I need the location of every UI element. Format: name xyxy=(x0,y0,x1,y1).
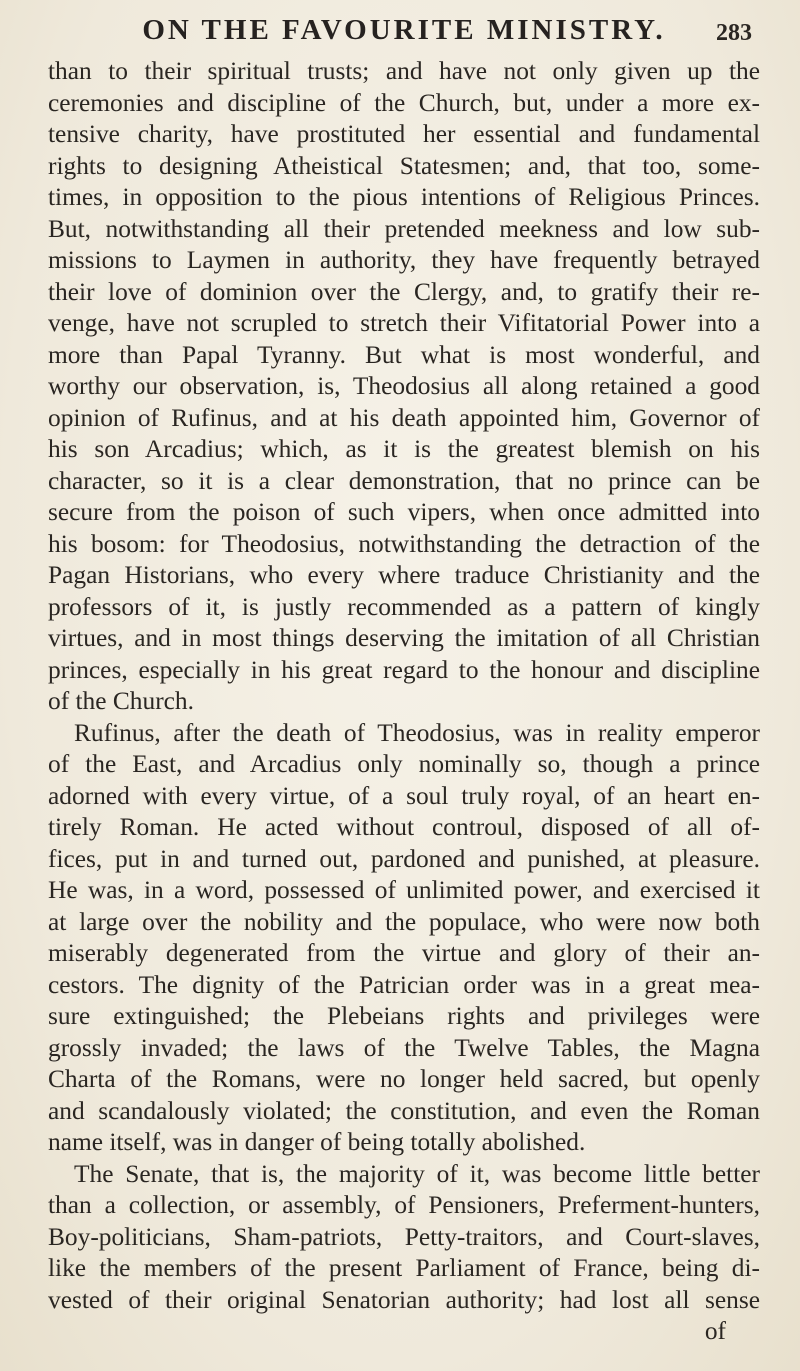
text-line: miserably degenerated from the virtue and glory of their an- xyxy=(48,939,760,967)
text-line: missions to Laymen in authority, they have frequently betrayed xyxy=(48,246,760,274)
text-line: grossly invaded; the laws of the Twelve Tables, the Magna xyxy=(48,1033,760,1062)
page-number: 283 xyxy=(716,20,752,46)
text-line: secure from the poison of such vipers, when once admitted into xyxy=(48,498,760,526)
text-line: times, in opposition to the pious intentions of Religious Princes. xyxy=(48,183,760,211)
catchword: of xyxy=(704,1317,726,1345)
text-line: sure extinguished; the Plebeians rights and privileges were xyxy=(48,1002,760,1030)
text-line: opinion of Rufinus, and at his death appointed him, Governor of xyxy=(48,403,760,432)
text-line: rights to designing Atheistical Statesmen; and, that too, some- xyxy=(48,151,760,180)
text-line: venge, have not scrupled to stretch their Vifitatorial Power into a xyxy=(48,309,760,337)
text-line: He was, in a word, possessed of unlimited power, and exercised it xyxy=(48,876,760,904)
text-line: more than Papal Tyranny. But what is most wonderful, and xyxy=(48,340,760,369)
text-line: tirely Roman. He acted without controul, disposed of all of- xyxy=(48,813,760,841)
text-line: Pagan Historians, who every where traduce Christianity and the xyxy=(48,561,760,589)
text-line: his bosom: for Theodosius, notwithstanding the detraction of the xyxy=(48,529,760,558)
text-line: character, so it is a clear demonstration, that no prince can be xyxy=(48,466,760,495)
text-line: tensive charity, have prostituted her essential and fundamental xyxy=(48,120,760,148)
text-line: than a collection, or assembly, of Pensioners, Preferment-hunters, xyxy=(48,1191,760,1219)
text-line: professors of it, is justly recommended as a pattern of kingly xyxy=(48,592,760,621)
text-line: than to their spiritual trusts; and have not only given up the xyxy=(48,57,760,85)
text-line: like the members of the present Parliament of France, being di- xyxy=(48,1254,760,1282)
text-line: vested of their original Senatorian authority; had lost all sense xyxy=(48,1285,760,1314)
text-line: Rufinus, after the death of Theodosius, was in reality emperor xyxy=(74,718,760,747)
text-line: Charta of the Romans, were no longer held sacred, but openly xyxy=(48,1065,760,1093)
text-line: But, notwithstanding all their pretended meekness and low sub- xyxy=(48,214,760,243)
running-title: ON THE FAVOURITE MINISTRY. xyxy=(142,14,666,46)
text-line: his son Arcadius; which, as it is the greatest blemish on his xyxy=(48,435,760,463)
text-line: worthy our observation, is, Theodosius all along retained a good xyxy=(48,372,760,400)
text-line: their love of dominion over the Clergy, and, to gratify their re- xyxy=(48,277,760,306)
text-line: princes, especially in his great regard to the honour and discipline xyxy=(48,655,760,684)
text-line: name itself, was in danger of being totally abolished. xyxy=(48,1128,586,1156)
text-line: ceremonies and discipline of the Church, but, under a more ex- xyxy=(48,88,760,117)
text-line: Boy-politicians, Sham-patriots, Petty-traitors, and Court-slaves, xyxy=(48,1222,760,1251)
text-line: fices, put in and turned out, pardoned and punished, at pleasure. xyxy=(48,844,760,873)
text-line: virtues, and in most things deserving the imitation of all Christian xyxy=(48,624,760,652)
text-line: of the East, and Arcadius only nominally so, though a prince xyxy=(48,750,760,778)
body-text xyxy=(48,56,760,1348)
text-line: at large over the nobility and the populace, who were now both xyxy=(48,907,760,936)
text-line: cestors. The dignity of the Patrician order was in a great mea- xyxy=(48,970,760,999)
text-line: and scandalously violated; the constitution, and even the Roman xyxy=(48,1096,760,1125)
text-line: adorned with every virtue, of a soul truly royal, of an heart en- xyxy=(48,781,760,810)
text-line: of the Church. xyxy=(48,687,194,715)
text-line: The Senate, that is, the majority of it, was become little better xyxy=(74,1159,760,1188)
page-header xyxy=(48,14,760,52)
